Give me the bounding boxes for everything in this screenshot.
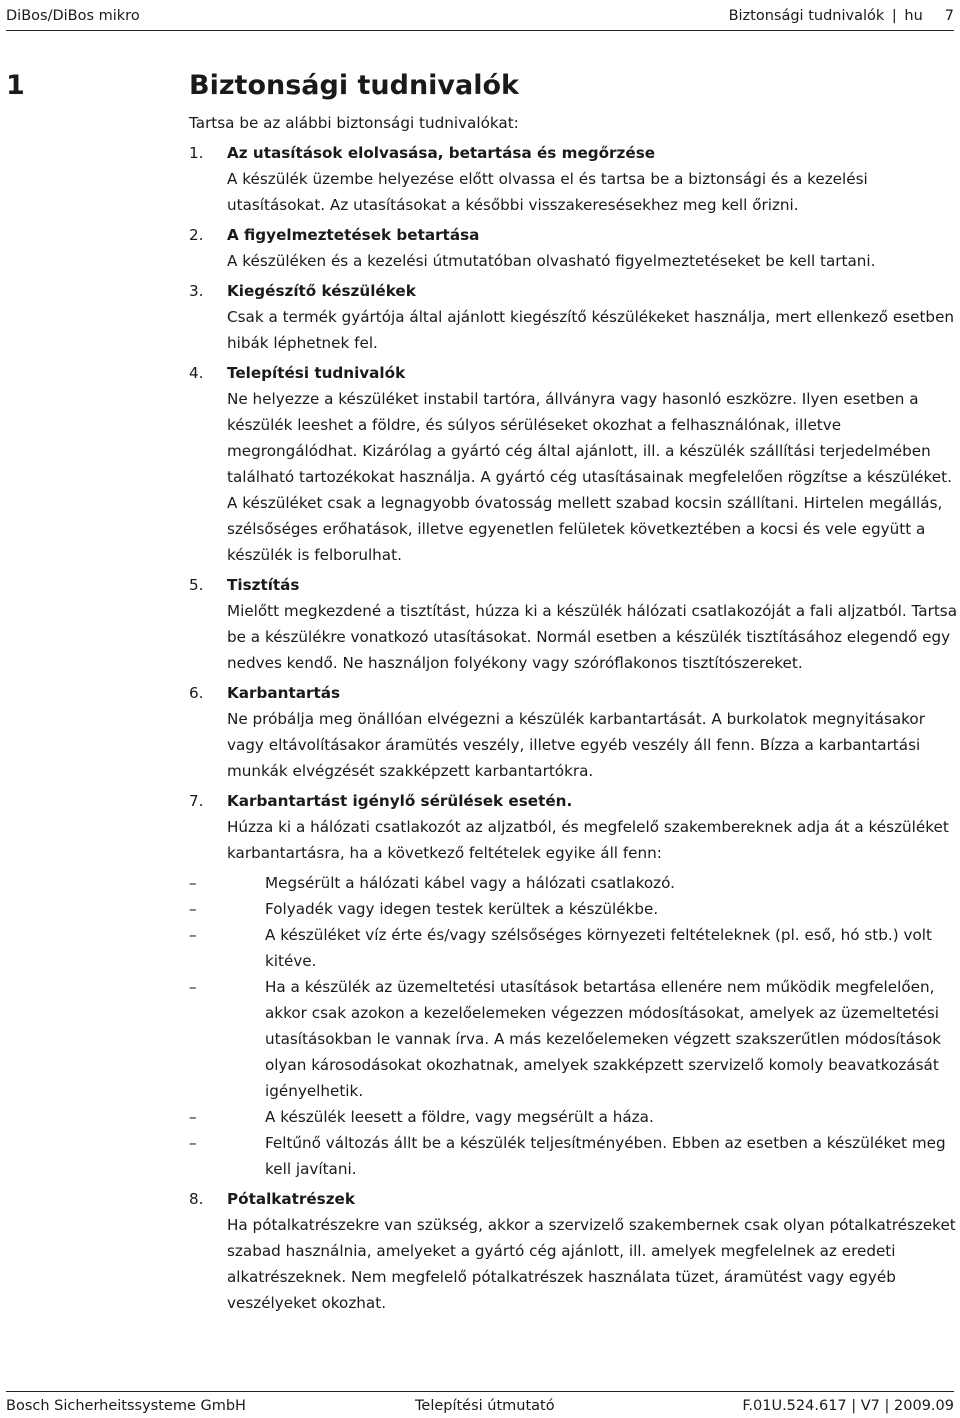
condition-item: [189, 896, 959, 922]
condition-text: A készüléket víz érte és/vagy szélsőséges környezeti feltételeknek (pl. eső, hó stb.) volt kitéve.: [265, 926, 932, 970]
item-number: 4.: [189, 364, 204, 382]
dash-bullet: –: [189, 874, 197, 892]
date: 2009.09: [894, 1398, 954, 1414]
item-heading: A figyelmeztetések betartása: [227, 226, 480, 244]
item-number: 8.: [189, 1190, 204, 1208]
item-body: A készülék üzembe helyezése előtt olvassa el és tartsa be a biztonsági és a kezelési utasításokat. Az utasításokat a későbbi visszakeresésekhez meg kell őrizni.: [227, 170, 868, 214]
item-heading: Az utasítások elolvasása, betartása és megőrzése: [227, 144, 656, 162]
condition-list: [189, 870, 959, 1182]
condition-item: [189, 1130, 959, 1182]
chapter-title: Biztonsági tudnivalók: [189, 70, 520, 101]
condition-text: Ha a készülék az üzemeltetési utasítások betartása ellenére nem működik megfelelően, akkor csak azokon a kezelőelemeken végezzen módosításokat, amelyek az üzemeltetési utasításokban le vannak írva. A más kezelőelemeken végzett szakszerűtlen módosítások olyan károsodásokat okozhatnak, amelyek szakképzett szervizelő komoly beavatkozását igényelhetik.: [265, 978, 942, 1100]
list-item: [189, 788, 959, 1182]
dash-bullet: –: [189, 1108, 197, 1126]
condition-item: [189, 922, 959, 974]
document-id: F.01U.524.617: [742, 1398, 847, 1414]
item-body: Mielőtt megkezdené a tisztítást, húzza ki a készülék hálózati csatlakozóját a fali aljzatból. Tartsa be a készülékre vonatkozó utasításokat. Normál esetben a készülék tisztításához elegendő egy nedves kendő. Ne használjon folyékony vagy szóróflakonos tisztítószereket.: [227, 602, 958, 672]
item-body: Ha pótalkatrészekre van szükség, akkor a szervizelő szakembernek csak olyan pótalkatrészeket szabad használnia, amelyeket a gyártó cég ajánlott, ill. amelyek megfelelnek az eredeti alkatrészeknek. Nem megfelelő pótalkatrészek használata tüzet, áramütést vagy egyéb veszélyeket okozhat.: [227, 1216, 956, 1312]
item-number: 6.: [189, 684, 204, 702]
dash-bullet: –: [189, 1134, 197, 1152]
list-item: [189, 140, 959, 218]
chapter-number: 1: [6, 70, 25, 101]
item-number: 5.: [189, 576, 204, 594]
item-body: Csak a termék gyártója által ajánlott kiegészítő készülékeket használja, mert ellenkező esetben hibák léphetnek fel.: [227, 308, 955, 352]
item-number: 7.: [189, 792, 204, 810]
language-code: hu: [904, 8, 923, 24]
page-footer: [6, 1391, 954, 1418]
condition-text: Feltűnő változás állt be a készülék teljesítményében. Ebben az esetben a készüléket meg kell javítani.: [265, 1134, 946, 1178]
list-item: [189, 278, 959, 356]
item-body: Ne próbálja meg önállóan elvégezni a készülék karbantartását. A burkolatok megnyitásakor vagy eltávolításakor áramütés veszély, illetve egyéb veszély áll fenn. Bízza a karbantartási munkák elvégzését szakképzett karbantartókra.: [227, 710, 925, 780]
list-item: [189, 360, 959, 568]
condition-text: Folyadék vagy idegen testek kerültek a készülékbe.: [265, 900, 659, 918]
company-name: Bosch Sicherheitssysteme GmbH: [6, 1398, 246, 1414]
item-number: 3.: [189, 282, 204, 300]
dash-bullet: –: [189, 978, 197, 996]
list-item: [189, 680, 959, 784]
section-name: Biztonsági tudnivalók: [728, 8, 885, 24]
item-heading: Tisztítás: [227, 576, 300, 594]
list-item: [189, 572, 959, 676]
separator: |: [887, 8, 902, 24]
item-body: A készüléken és a kezelési útmutatóban olvasható figyelmeztetéseket be kell tartani.: [227, 252, 876, 270]
condition-text: A készülék leesett a földre, vagy megsérült a háza.: [265, 1108, 654, 1126]
item-body: Ne helyezze a készüléket instabil tartóra, állványra vagy hasonló eszközre. Ilyen esetben a készülék leeshet a földre, és súlyos sérüléseket okozhat a felhasználónak, illetve megrongálódhat. Kizárólag a gyártó cég által ajánlott, ill. a készülék szállítási terjedelmében található tartozékokat használja. A gyártó cég utasításainak megfelelően rögzítse a készüléket. A készüléket csak a legnagyobb óvatosság mellett szabad kocsin szállítani. Hirtelen megállás, szélsőséges erőhatások, illetve egyenetlen felületek következtében a kocsi és vele együtt a készülék is felborulhat.: [227, 390, 952, 564]
product-name: DiBos/DiBos mikro: [6, 8, 140, 24]
page-number: 7: [944, 8, 954, 24]
header-section-info: [729, 8, 954, 24]
list-item: [189, 222, 959, 274]
document-type: Telepítési útmutató: [415, 1398, 555, 1414]
intro-text: Tartsa be az alábbi biztonsági tudnivalókat:: [189, 114, 519, 132]
dash-bullet: –: [189, 900, 197, 918]
main-content: [189, 110, 959, 1316]
condition-text: Megsérült a hálózati kábel vagy a hálózati csatlakozó.: [265, 874, 675, 892]
condition-item: [189, 1104, 959, 1130]
item-body: Húzza ki a hálózati csatlakozót az aljzatból, és megfelelő szakembereknek adja át a készüléket karbantartásra, ha a következő feltételek egyike áll fenn:: [227, 818, 949, 862]
item-heading: Karbantartás: [227, 684, 340, 702]
item-number: 1.: [189, 144, 204, 162]
version: V7: [860, 1398, 880, 1414]
item-heading: Karbantartást igénylő sérülések esetén.: [227, 792, 573, 810]
item-number: 2.: [189, 226, 204, 244]
item-heading: Pótalkatrészek: [227, 1190, 355, 1208]
item-heading: Telepítési tudnivalók: [227, 364, 406, 382]
page-header: [6, 0, 954, 31]
condition-item: [189, 974, 959, 1104]
item-heading: Kiegészítő készülékek: [227, 282, 416, 300]
list-item: [189, 1186, 959, 1316]
document-reference: F.01U.524.617 | V7 | 2009.09: [742, 1398, 954, 1414]
dash-bullet: –: [189, 926, 197, 944]
condition-item: [189, 870, 959, 896]
